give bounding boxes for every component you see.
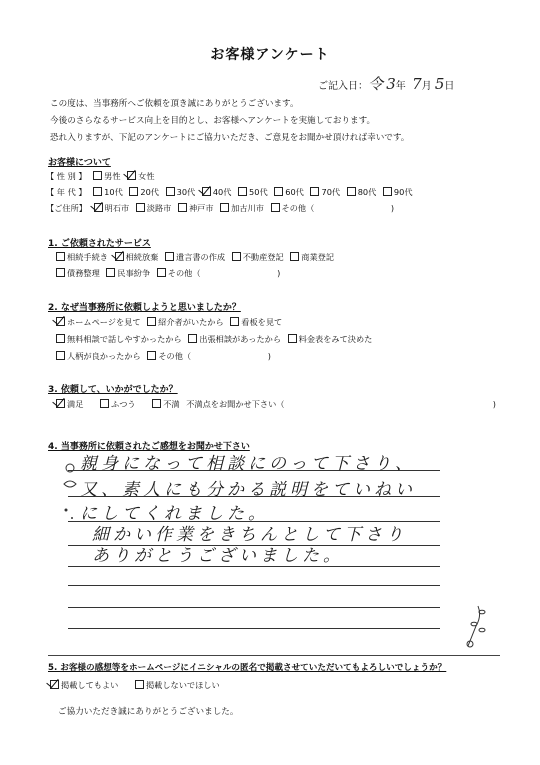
intro-line-2: 今後のさらなるサービス向上を目的とし、お客様へアンケートを実施しております。 bbox=[50, 116, 376, 126]
date-month: 7 bbox=[412, 75, 422, 93]
q3-close: ) bbox=[492, 399, 496, 409]
age-option[interactable]: 80代 bbox=[347, 187, 377, 198]
comment-line-4: 細かい作業をきちんとして下さり bbox=[92, 525, 407, 545]
q3-heading: 3. 依頼して、いかがでしたか？ bbox=[48, 385, 178, 395]
q1-row-1 bbox=[56, 252, 338, 263]
q2-heading: 2. なぜ当事務所に依頼しようと思いましたか？ bbox=[48, 303, 241, 313]
date-day: 5 bbox=[434, 75, 445, 93]
service-option-selected[interactable]: 相続放棄 bbox=[115, 252, 159, 263]
q5-row bbox=[50, 680, 224, 691]
reason-option[interactable]: 人柄が良かったから bbox=[56, 351, 141, 362]
age-option[interactable]: 20代 bbox=[129, 187, 159, 198]
checkbox[interactable] bbox=[93, 171, 102, 180]
address-label: 【ご住所】 bbox=[46, 203, 87, 213]
age-option-selected[interactable]: 40代 bbox=[202, 187, 232, 198]
age-option[interactable]: 70代 bbox=[310, 187, 340, 198]
writing-line bbox=[68, 628, 440, 629]
age-option[interactable]: 50代 bbox=[238, 187, 268, 198]
q2-row-2 bbox=[56, 334, 376, 345]
satisfaction-option[interactable]: ふつう bbox=[100, 399, 136, 410]
publish-option[interactable]: 掲載しないでほしい bbox=[135, 680, 220, 691]
address-row bbox=[46, 203, 394, 214]
age-option[interactable]: 60代 bbox=[274, 187, 304, 198]
comment-line-5: ありがとうございました。 bbox=[92, 546, 344, 566]
date-year: 3 bbox=[386, 75, 396, 93]
reason-option[interactable]: 無料相談で話しやすかったから bbox=[56, 334, 182, 345]
q2-close: ) bbox=[267, 351, 271, 361]
address-option-selected[interactable]: 明石市 bbox=[94, 203, 130, 214]
date-label: ご記入日： bbox=[318, 81, 368, 92]
reason-option[interactable]: 料金表をみて決めた bbox=[288, 334, 373, 345]
writing-line bbox=[68, 566, 440, 567]
gender-row bbox=[46, 171, 159, 182]
gender-option-female[interactable]: 女性 bbox=[127, 171, 154, 182]
dissatisfaction-prompt: 不満点をお聞かせ下さい（ bbox=[186, 399, 285, 409]
q1-heading: 1. ご依頼されたサービス bbox=[48, 239, 151, 249]
address-option[interactable]: 淡路市 bbox=[136, 203, 172, 214]
q5-heading: 5. お客様の感想等をホームページにイニシャルの匿名で掲載させていただいてもよろしいでしょうか？ bbox=[48, 663, 447, 673]
age-option[interactable]: 10代 bbox=[93, 187, 123, 198]
date-day-unit: 日 bbox=[444, 81, 455, 92]
plant-doodle-icon bbox=[462, 604, 492, 650]
service-option[interactable]: 遺言書の作成 bbox=[165, 252, 225, 263]
profile-heading: お客様について bbox=[48, 158, 111, 168]
gender-label: 【 性 別 】 bbox=[46, 171, 87, 181]
age-option[interactable]: 90代 bbox=[383, 187, 413, 198]
q1-close: ) bbox=[277, 268, 281, 278]
date-era: 令 bbox=[368, 75, 384, 93]
date-field bbox=[318, 73, 454, 94]
age-option[interactable]: 30代 bbox=[166, 187, 196, 198]
address-close: ) bbox=[390, 203, 395, 213]
checkbox-checked[interactable] bbox=[127, 171, 136, 180]
gender-option-male[interactable]: 男性 bbox=[93, 171, 120, 182]
comment-line-3: にしてくれました。 bbox=[80, 504, 269, 524]
service-option-other[interactable]: その他（ bbox=[157, 268, 201, 279]
q1-row-2 bbox=[56, 268, 280, 279]
writing-line bbox=[68, 607, 440, 608]
reason-option[interactable]: 紹介者がいたから bbox=[147, 317, 224, 328]
satisfaction-option[interactable]: 不満 bbox=[152, 399, 179, 410]
publish-option-selected[interactable]: 掲載してもよい bbox=[50, 680, 118, 691]
section-divider bbox=[48, 655, 500, 656]
reason-option-other[interactable]: その他（ bbox=[147, 351, 191, 362]
date-month-unit: 月 bbox=[421, 81, 432, 92]
q2-row-3 bbox=[56, 351, 271, 362]
q4-heading: 4. 当事務所に依頼されたご感想をお聞かせ下さい bbox=[48, 442, 250, 452]
page-title: お客様アンケート bbox=[210, 47, 330, 63]
q2-row-1 bbox=[56, 317, 286, 328]
comment-line-2: 又、素人にも分かる説明をていねい bbox=[80, 480, 416, 500]
age-label: 【 年 代 】 bbox=[46, 187, 87, 197]
satisfaction-option-selected[interactable]: 満足 bbox=[56, 399, 83, 410]
reason-option[interactable]: 看板を見て bbox=[230, 317, 282, 328]
date-year-unit: 年 bbox=[395, 81, 406, 92]
service-option[interactable]: 相続手続き bbox=[56, 252, 108, 263]
service-option[interactable]: 不動産登記 bbox=[232, 252, 284, 263]
q3-row bbox=[56, 399, 496, 410]
intro-line-3: 恐れ入りますが、下記のアンケートにご協力いただき、ご意見をお聞かせ頂ければ幸いです。 bbox=[50, 133, 410, 143]
age-row bbox=[46, 187, 417, 198]
closing-text: ご協力いただき誠にありがとうございました。 bbox=[58, 707, 239, 717]
address-option-other[interactable]: その他（ bbox=[271, 203, 315, 214]
reason-option-selected[interactable]: ホームページを見て bbox=[56, 317, 141, 328]
writing-line bbox=[68, 585, 440, 586]
intro-line-1: この度は、当事務所へご依頼を頂き誠にありがとうございます。 bbox=[50, 99, 299, 109]
address-option[interactable]: 加古川市 bbox=[220, 203, 264, 214]
service-option[interactable]: 債務整理 bbox=[56, 268, 100, 279]
comment-line-1: 親身になって相談にのって下さり、 bbox=[80, 454, 416, 474]
reason-option[interactable]: 出張相談があったから bbox=[188, 334, 281, 345]
service-option[interactable]: 商業登記 bbox=[290, 252, 334, 263]
address-option[interactable]: 神戸市 bbox=[178, 203, 214, 214]
service-option[interactable]: 民事紛争 bbox=[106, 268, 150, 279]
flower-doodle-icon bbox=[58, 458, 82, 528]
